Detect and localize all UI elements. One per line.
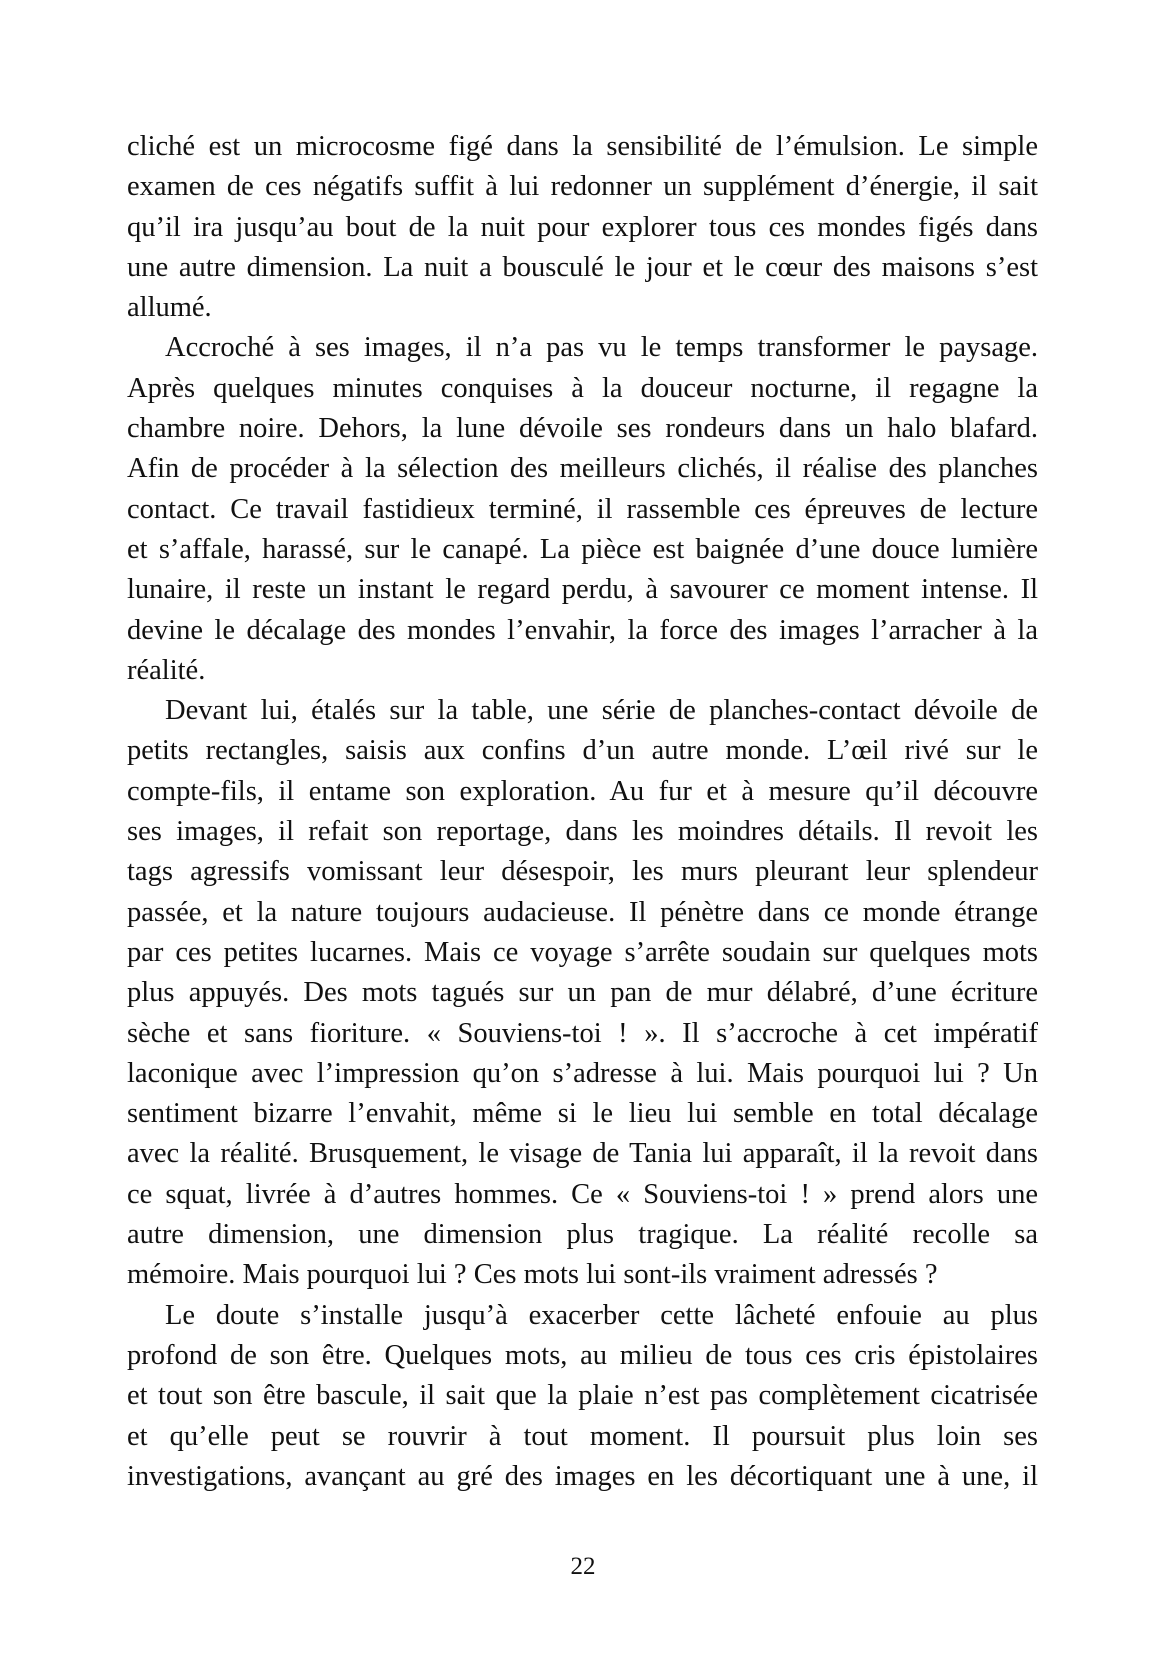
text-line: Accroché à ses images, il n’a pas vu le temps transformer le paysage. [165, 332, 1038, 364]
text-line: une autre dimension. La nuit a bousculé le jour et le cœur des maisons s’est [127, 251, 1038, 283]
page-number: 22 [570, 1553, 596, 1580]
text-line: compte-fils, il entame son exploration. Au fur et à mesure qu’il découvre [127, 775, 1038, 807]
text-line: passée, et la nature toujours audacieuse. Il pénètre dans ce monde étrange [127, 896, 1038, 928]
text-line: allumé. [127, 292, 212, 324]
text-line: avec la réalité. Brusquement, le visage de Tania lui apparaît, il la revoit dans [127, 1138, 1038, 1170]
text-line: mémoire. Mais pourquoi lui ? Ces mots lui sont-ils vraiment adressés ? [127, 1259, 938, 1291]
text-line: autre dimension, une dimension plus tragique. La réalité recolle sa [127, 1219, 1038, 1251]
text-line: sèche et sans fioriture. « Souviens-toi ! ». Il s’accroche à cet impératif [127, 1017, 1038, 1049]
text-line: plus appuyés. Des mots tagués sur un pan de mur délabré, d’une écriture [127, 977, 1038, 1009]
text-line: Devant lui, étalés sur la table, une série de planches-contact dévoile de [165, 695, 1038, 727]
paragraph [127, 1296, 1038, 1497]
text-line: qu’il ira jusqu’au bout de la nuit pour explorer tous ces mondes figés dans [127, 211, 1038, 243]
text-line: sentiment bizarre l’envahit, même si le lieu lui semble en total décalage [127, 1098, 1038, 1130]
text-line: profond de son être. Quelques mots, au milieu de tous ces cris épistolaires [127, 1339, 1038, 1371]
text-line: contact. Ce travail fastidieux terminé, il rassemble ces épreuves de lecture [127, 493, 1038, 525]
text-line: réalité. [127, 654, 206, 686]
text-line: devine le décalage des mondes l’envahir, la force des images l’arracher à la [127, 614, 1038, 646]
text-line: tags agressifs vomissant leur désespoir, les murs pleurant leur splendeur [127, 856, 1038, 888]
paragraph [127, 328, 1038, 691]
text-line: et tout son être bascule, il sait que la plaie n’est pas complètement cicatrisée [127, 1380, 1038, 1412]
text-line: petits rectangles, saisis aux confins d’un autre monde. L’œil rivé sur le [127, 735, 1038, 767]
body-text [127, 127, 1038, 1497]
text-line: laconique avec l’impression qu’on s’adresse à lui. Mais pourquoi lui ? Un [127, 1057, 1038, 1089]
text-line: investigations, avançant au gré des images en les décortiquant une à une, il [127, 1460, 1038, 1492]
text-line: et qu’elle peut se rouvrir à tout moment. Il poursuit plus loin ses [127, 1420, 1038, 1452]
text-line: ce squat, livrée à d’autres hommes. Ce « Souviens-toi ! » prend alors une [127, 1178, 1038, 1210]
paragraph [127, 691, 1038, 1295]
paragraph [127, 127, 1038, 328]
text-line: chambre noire. Dehors, la lune dévoile ses rondeurs dans un halo blafard. [127, 413, 1038, 445]
text-line: et s’affale, harassé, sur le canapé. La pièce est baignée d’une douce lumière [127, 533, 1038, 565]
text-line: par ces petites lucarnes. Mais ce voyage s’arrête soudain sur quelques mots [127, 936, 1038, 968]
text-line: ses images, il refait son reportage, dans les moindres détails. Il revoit les [127, 816, 1038, 848]
text-line: examen de ces négatifs suffit à lui redonner un supplément d’énergie, il sait [127, 171, 1038, 203]
text-line: Le doute s’installe jusqu’à exacerber cette lâcheté enfouie au plus [165, 1299, 1038, 1331]
text-line: Après quelques minutes conquises à la douceur nocturne, il regagne la [127, 372, 1038, 404]
text-line: cliché est un microcosme figé dans la sensibilité de l’émulsion. Le simple [127, 131, 1038, 162]
text-line: lunaire, il reste un instant le regard perdu, à savourer ce moment intense. Il [127, 574, 1038, 606]
text-line: Afin de procéder à la sélection des meilleurs clichés, il réalise des planches [127, 453, 1038, 485]
